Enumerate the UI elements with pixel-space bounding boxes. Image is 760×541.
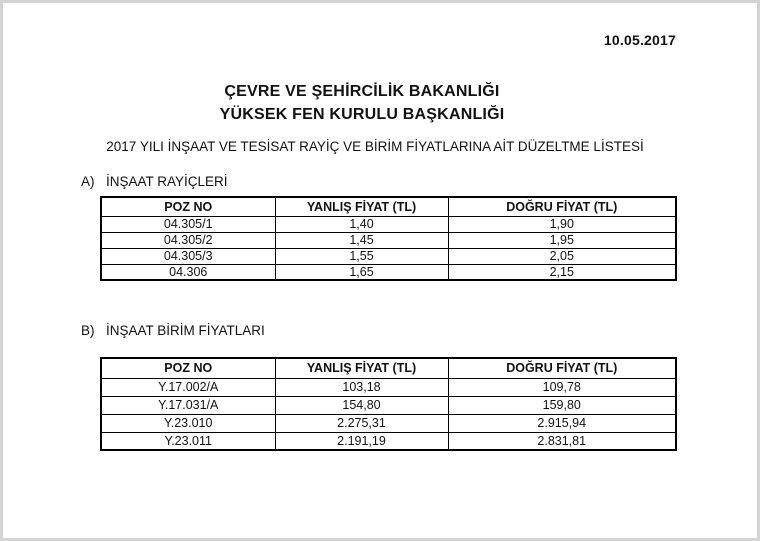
cell-dogru-fiyat: 1,95 bbox=[448, 232, 676, 248]
document-subtitle: 2017 YILI İNŞAAT VE TESİSAT RAYİÇ VE BİRİM FİYATLARINA AİT DÜZELTME LİSTESİ bbox=[106, 139, 644, 154]
cell-dogru-fiyat: 2.831,81 bbox=[448, 432, 676, 450]
cell-dogru-fiyat: 2.915,94 bbox=[448, 414, 676, 432]
column-header-yanlis-fiyat: YANLIŞ FİYAT (TL) bbox=[275, 358, 448, 378]
cell-dogru-fiyat: 2,05 bbox=[448, 248, 676, 264]
cell-yanlis-fiyat: 2.191,19 bbox=[275, 432, 448, 450]
section-b-heading bbox=[81, 323, 265, 338]
column-header-poz-no: POZ NO bbox=[101, 358, 275, 378]
table-row bbox=[101, 216, 676, 232]
document-title bbox=[3, 80, 721, 126]
column-header-dogru-fiyat: DOĞRU FİYAT (TL) bbox=[448, 197, 676, 216]
cell-yanlis-fiyat: 1,40 bbox=[275, 216, 448, 232]
cell-dogru-fiyat: 109,78 bbox=[448, 378, 676, 396]
table-insaat-birim-fiyatlari bbox=[100, 357, 677, 451]
cell-poz-no: 04.306 bbox=[101, 264, 275, 280]
cell-poz-no: Y.23.010 bbox=[101, 414, 275, 432]
column-header-poz-no: POZ NO bbox=[101, 197, 275, 216]
cell-poz-no: Y.17.031/A bbox=[101, 396, 275, 414]
section-a-heading bbox=[81, 174, 228, 189]
table-row bbox=[101, 232, 676, 248]
cell-poz-no: Y.23.011 bbox=[101, 432, 275, 450]
cell-yanlis-fiyat: 1,45 bbox=[275, 232, 448, 248]
table-header-row bbox=[101, 197, 676, 216]
section-a-label: A) bbox=[81, 174, 95, 189]
section-b-label: B) bbox=[81, 323, 95, 338]
cell-yanlis-fiyat: 2.275,31 bbox=[275, 414, 448, 432]
table-row bbox=[101, 264, 676, 280]
cell-yanlis-fiyat: 103,18 bbox=[275, 378, 448, 396]
cell-poz-no: 04.305/3 bbox=[101, 248, 275, 264]
table-row bbox=[101, 432, 676, 450]
table-row bbox=[101, 396, 676, 414]
table-row bbox=[101, 378, 676, 396]
document-date: 10.05.2017 bbox=[603, 32, 676, 48]
table-row bbox=[101, 414, 676, 432]
cell-poz-no: 04.305/2 bbox=[101, 232, 275, 248]
section-b-title: İNŞAAT BİRİM FİYATLARI bbox=[106, 323, 265, 338]
table-insaat-rayicleri bbox=[100, 196, 677, 281]
cell-yanlis-fiyat: 1,55 bbox=[275, 248, 448, 264]
title-line-1: ÇEVRE VE ŞEHİRCİLİK BAKANLIĞI bbox=[224, 83, 500, 100]
cell-poz-no: Y.17.002/A bbox=[101, 378, 275, 396]
column-header-dogru-fiyat: DOĞRU FİYAT (TL) bbox=[448, 358, 676, 378]
table-header-row bbox=[101, 358, 676, 378]
cell-poz-no: 04.305/1 bbox=[101, 216, 275, 232]
section-a-title: İNŞAAT RAYİÇLERİ bbox=[106, 174, 228, 189]
table-row bbox=[101, 248, 676, 264]
cell-dogru-fiyat: 159,80 bbox=[448, 396, 676, 414]
title-line-2: YÜKSEK FEN KURULU BAŞKANLIĞI bbox=[219, 106, 505, 123]
column-header-yanlis-fiyat: YANLIŞ FİYAT (TL) bbox=[275, 197, 448, 216]
cell-dogru-fiyat: 2,15 bbox=[448, 264, 676, 280]
cell-yanlis-fiyat: 154,80 bbox=[275, 396, 448, 414]
cell-yanlis-fiyat: 1,65 bbox=[275, 264, 448, 280]
cell-dogru-fiyat: 1,90 bbox=[448, 216, 676, 232]
